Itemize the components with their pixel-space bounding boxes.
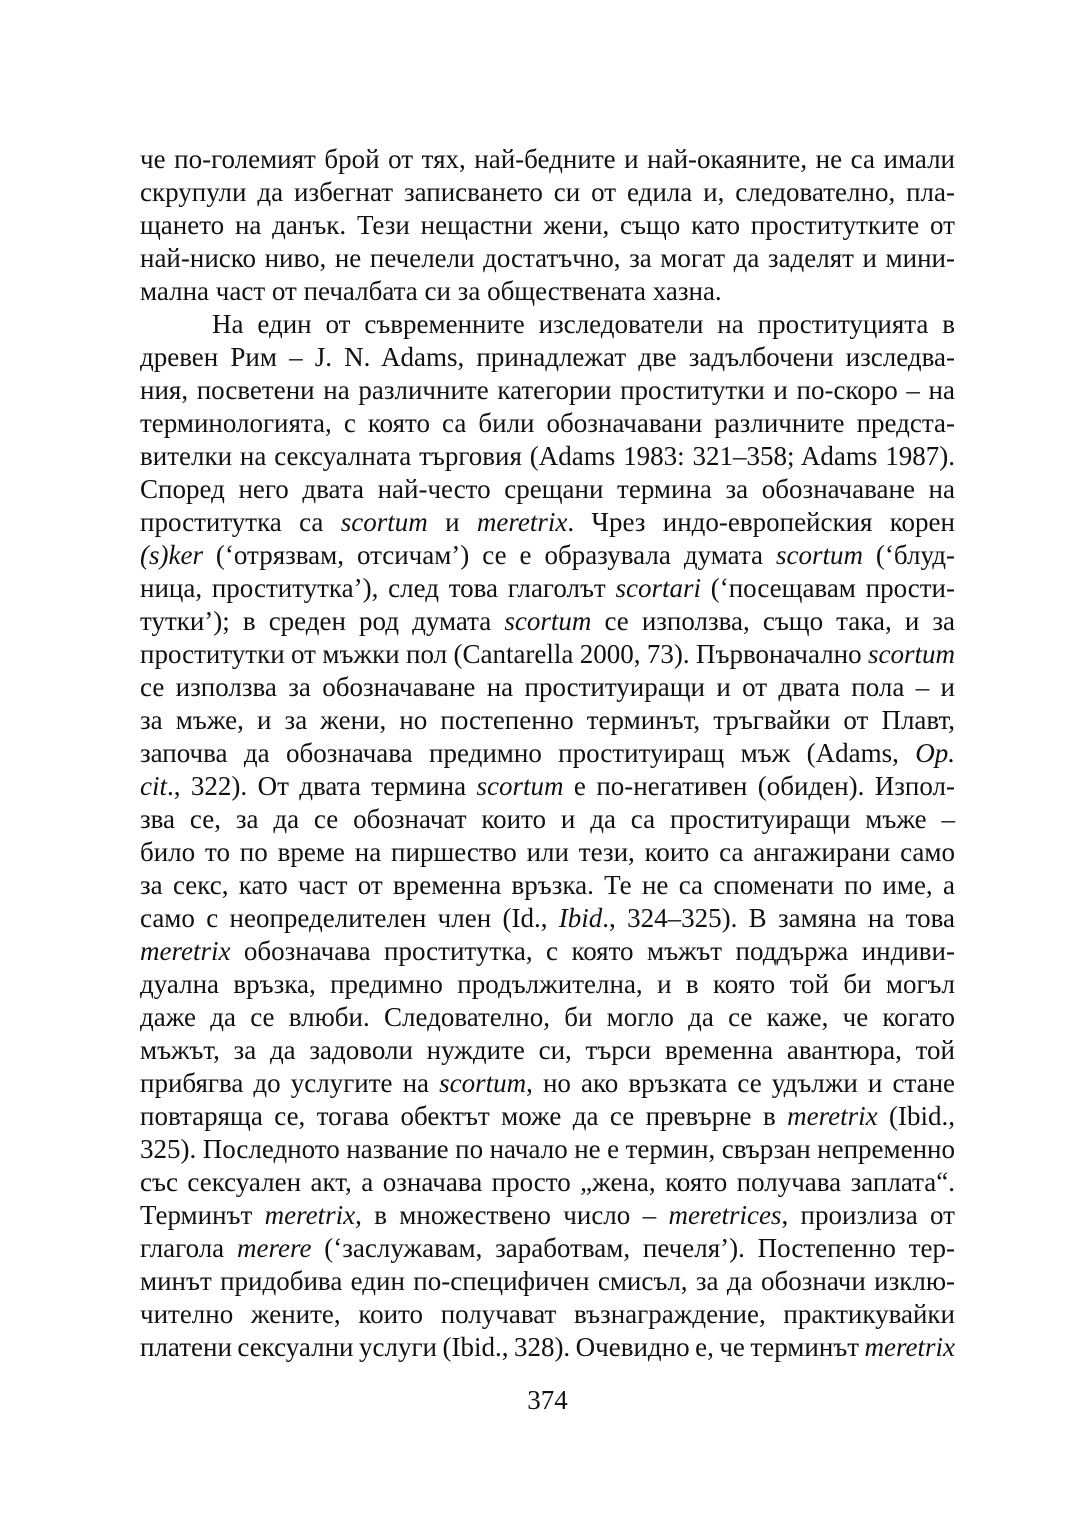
text-line bbox=[140, 242, 955, 275]
italic-term: cit bbox=[140, 771, 167, 801]
text-line bbox=[140, 803, 955, 836]
italic-term: scortum bbox=[775, 540, 863, 570]
line-content bbox=[140, 242, 955, 275]
text-run: се използва за обозначаване на проституиращи и от двата пола – и bbox=[140, 672, 955, 702]
text-line bbox=[140, 935, 955, 968]
text-line bbox=[140, 704, 955, 737]
italic-term: meretrix bbox=[476, 507, 568, 537]
text-run: със сексуален акт, а означава просто „жена, която получава заплата“. bbox=[140, 1167, 955, 1197]
line-content bbox=[140, 737, 955, 770]
text-line bbox=[140, 374, 955, 407]
text-run: (‘заслужавам, заработвам, печеля’). Постепенно тер- bbox=[311, 1233, 955, 1263]
italic-term: meretrix bbox=[864, 1332, 955, 1362]
text-run: тутки’); в среден род думата bbox=[140, 606, 505, 636]
text-line bbox=[140, 1265, 955, 1298]
line-content bbox=[140, 803, 955, 836]
text-run: терминологията, с която са били обозначавани различните предста- bbox=[140, 408, 955, 438]
line-content bbox=[140, 209, 955, 242]
line-content bbox=[140, 1166, 955, 1199]
text-run: вителки на сексуалната търговия (Adams 1983: 321–358; Adams 1987). bbox=[140, 441, 955, 471]
text-line bbox=[140, 506, 955, 539]
italic-term: Ibid bbox=[558, 903, 603, 933]
paragraph bbox=[140, 308, 955, 1364]
line-content bbox=[140, 341, 955, 374]
line-content bbox=[140, 1232, 955, 1265]
text-run: скрупули да избегнат записването си от едила и, следователно, пла- bbox=[140, 177, 955, 207]
line-content bbox=[140, 1001, 955, 1034]
text-run: . Чрез индо-европейския корен bbox=[567, 507, 955, 537]
italic-term: Op. bbox=[915, 738, 955, 768]
text-run: мална част от печалбата си за обществената хазна. bbox=[140, 276, 722, 306]
text-line bbox=[140, 407, 955, 440]
text-line bbox=[140, 737, 955, 770]
text-line bbox=[140, 770, 955, 803]
text-run: Според него двата най-често срещани термина за обозначаване на bbox=[140, 474, 955, 504]
italic-term: meretrix bbox=[787, 1101, 878, 1131]
line-content bbox=[140, 1265, 955, 1298]
text-run: за секс, като част от временна връзка. Те не са споменати по име, а bbox=[140, 870, 955, 900]
text-line bbox=[140, 1199, 955, 1232]
text-line bbox=[140, 869, 955, 902]
paragraph bbox=[140, 143, 955, 308]
text-run: започва да обозначава предимно проституиращ мъж (Adams, bbox=[140, 738, 916, 768]
text-line bbox=[140, 539, 955, 572]
text-line bbox=[140, 1298, 955, 1331]
text-run: ., 322). От двата термина bbox=[167, 771, 477, 801]
italic-term: scortari bbox=[615, 573, 701, 603]
text-run: ., 324–325). В замяна на това bbox=[602, 903, 955, 933]
line-content bbox=[140, 1199, 955, 1232]
line-content bbox=[140, 473, 955, 506]
italic-term: merere bbox=[236, 1233, 312, 1263]
line-content bbox=[140, 638, 955, 671]
text-run: най-ниско ниво, не печелели достатъчно, за могат да заделят и мини- bbox=[140, 243, 955, 273]
page-number: 374 bbox=[527, 1385, 568, 1415]
line-content bbox=[140, 143, 955, 176]
line-content bbox=[140, 506, 955, 539]
text-run: зва се, за да се обозначат които и да са проституиращи мъже – bbox=[140, 804, 955, 834]
text-run: глагола bbox=[140, 1233, 237, 1263]
text-line bbox=[140, 1001, 955, 1034]
text-line bbox=[140, 143, 955, 176]
italic-term: meretrices bbox=[668, 1200, 782, 1230]
text-run: платени сексуални услуги (Ibid., 328). Очевидно е, че терминът bbox=[140, 1332, 865, 1362]
body-text bbox=[140, 143, 955, 1364]
text-run: Терминът bbox=[140, 1200, 265, 1230]
text-line bbox=[140, 605, 955, 638]
line-content bbox=[140, 770, 955, 803]
text-run: (‘отрязвам, отсичам’) се е образувала думата bbox=[202, 540, 776, 570]
italic-term: scortum bbox=[340, 507, 428, 537]
line-content bbox=[140, 605, 955, 638]
text-run: щането на данък. Тези нещастни жени, също като проститутките от bbox=[140, 210, 955, 240]
line-content bbox=[140, 968, 955, 1001]
text-line bbox=[140, 572, 955, 605]
line-content bbox=[140, 440, 955, 473]
text-run: даже да се влюби. Следователно, би могло да се каже, че когато bbox=[140, 1002, 955, 1032]
text-line bbox=[140, 902, 955, 935]
text-line bbox=[140, 1100, 955, 1133]
italic-term: meretrix bbox=[140, 936, 231, 966]
line-content bbox=[140, 671, 955, 704]
line-content bbox=[140, 176, 955, 209]
text-run: древен Рим – J. N. Adams, принадлежат две задълбочени изследва- bbox=[140, 342, 955, 372]
italic-term: (s)ker bbox=[140, 540, 203, 570]
text-run: проститутка са bbox=[140, 507, 341, 537]
text-line bbox=[140, 341, 955, 374]
text-line bbox=[140, 836, 955, 869]
italic-term: meretrix bbox=[264, 1200, 356, 1230]
text-line bbox=[140, 1166, 955, 1199]
text-run: обозначава проститутка, с която мъжът поддържа индиви- bbox=[230, 936, 955, 966]
line-content bbox=[140, 935, 955, 968]
line-content bbox=[140, 539, 955, 572]
text-run: и bbox=[427, 507, 477, 537]
line-content bbox=[140, 1100, 955, 1133]
text-run: , произлиза от bbox=[781, 1200, 955, 1230]
text-run: прибягва до услугите на bbox=[140, 1068, 440, 1098]
text-line bbox=[140, 308, 955, 341]
text-run: 325). Последното название по начало не е термин, свързан непременно bbox=[140, 1134, 955, 1164]
line-content bbox=[140, 836, 955, 869]
text-run: за мъже, и за жени, но постепенно терминът, тръгвайки от Плавт, bbox=[140, 705, 955, 735]
text-run: чително жените, които получават възнаграждение, практикувайки bbox=[140, 1299, 955, 1329]
text-run: било то по време на пиршество или тези, които са ангажирани само bbox=[140, 837, 955, 867]
text-line bbox=[140, 1067, 955, 1100]
text-run: проститутки от мъжки пол (Cantarella 2000, 73). Първоначално bbox=[140, 639, 868, 669]
text-run: че по-големият брой от тях, най-бедните и най-окаяните, не са имали bbox=[140, 144, 955, 174]
text-run: е по-негативен (обиден). Изпол- bbox=[563, 771, 955, 801]
text-line bbox=[140, 968, 955, 1001]
text-line bbox=[140, 1133, 955, 1166]
line-content bbox=[140, 902, 955, 935]
text-run: повтаряща се, тогава обектът може да се превърне в bbox=[140, 1101, 788, 1131]
text-run: (‘посещавам прости- bbox=[700, 573, 955, 603]
text-line bbox=[140, 638, 955, 671]
text-line bbox=[140, 440, 955, 473]
text-run: само с неопределителен член (Id., bbox=[140, 903, 559, 933]
line-content bbox=[140, 869, 955, 902]
text-run: се използва, също така, и за bbox=[591, 606, 955, 636]
line-content bbox=[140, 407, 955, 440]
text-line bbox=[140, 176, 955, 209]
line-content bbox=[140, 704, 955, 737]
italic-term: scortum bbox=[504, 606, 592, 636]
italic-term: scortum bbox=[476, 771, 564, 801]
line-content bbox=[212, 308, 955, 341]
text-line bbox=[140, 1331, 955, 1364]
italic-term: scortum bbox=[868, 639, 955, 669]
text-line bbox=[140, 671, 955, 704]
text-run: (Ibid., bbox=[877, 1101, 955, 1131]
text-line bbox=[140, 1232, 955, 1265]
line-content bbox=[140, 1133, 955, 1166]
text-line bbox=[140, 473, 955, 506]
line-content bbox=[140, 1034, 955, 1067]
text-run: , но ако връзката се удължи и стане bbox=[526, 1068, 955, 1098]
text-run: минът придобива един по-специфичен смисъл, за да обозначи изклю- bbox=[140, 1266, 955, 1296]
line-content bbox=[140, 374, 955, 407]
line-content bbox=[140, 1331, 955, 1364]
text-run: ния, посветени на различните категории проститутки и по-скоро – на bbox=[140, 375, 955, 405]
line-content bbox=[140, 1067, 955, 1100]
text-line bbox=[140, 1034, 955, 1067]
line-content bbox=[140, 1298, 955, 1331]
text-run: На един от съвременните изследователи на проституцията в bbox=[212, 309, 955, 339]
line-content bbox=[140, 572, 955, 605]
text-run: ница, проститутка’), след това глаголът bbox=[140, 573, 616, 603]
italic-term: scortum bbox=[439, 1068, 527, 1098]
text-line bbox=[140, 275, 955, 308]
line-content bbox=[140, 275, 722, 308]
text-run: мъжът, за да задоволи нуждите си, търси временна авантюра, той bbox=[140, 1035, 955, 1065]
text-line bbox=[140, 209, 955, 242]
text-run: , в множествено число – bbox=[355, 1200, 669, 1230]
text-run: (‘блуд- bbox=[862, 540, 955, 570]
text-run: дуална връзка, предимно продължителна, и в която той би могъл bbox=[140, 969, 955, 999]
